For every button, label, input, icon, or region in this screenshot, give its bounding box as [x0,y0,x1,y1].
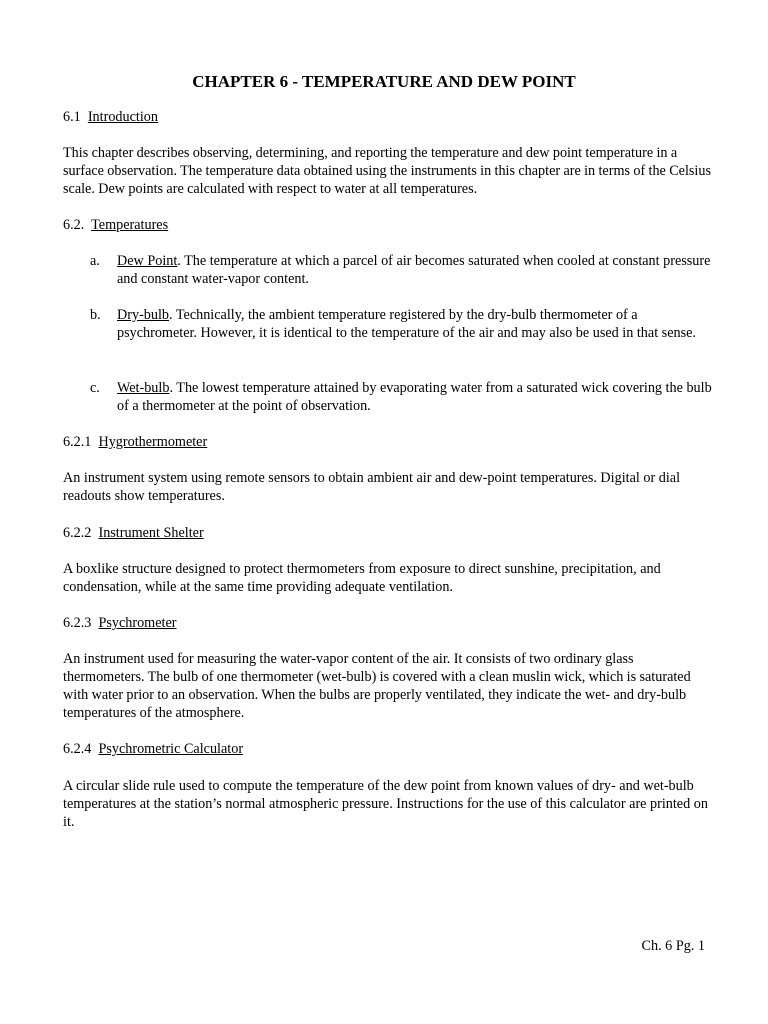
item-term: Dry-bulb [117,307,170,323]
item-text: . The temperature at which a parcel of air becomes saturated when cooled at constant pressure and constant water-vapor content. [117,253,711,287]
chapter-title: CHAPTER 6 - TEMPERATURE AND DEW POINT [192,72,576,91]
section-number: 6.2.4 [63,741,92,757]
section-6-2-2-paragraph: A boxlike structure designed to protect thermometers from exposure to direct sunshine, precipitation, and condensation, while at the same time providing adequate ventilation. [63,561,661,595]
item-letter: c. [90,380,100,396]
section-number: 6.2. [63,217,85,233]
item-term: Wet-bulb [117,380,170,396]
section-number: 6.2.1 [63,434,92,450]
section-title: Temperatures [91,217,169,233]
definition-item-dry-bulb [63,306,713,342]
item-letter: a. [90,253,100,269]
section-title: Hygrothermometer [98,434,208,450]
section-6-2-4-heading [63,740,713,758]
item-body [117,252,713,288]
section-number: 6.2.3 [63,615,92,631]
section-6-2-2-heading [63,524,713,542]
item-letter: b. [90,307,101,323]
section-title: Instrument Shelter [98,525,204,541]
definition-item-wet-bulb [63,379,713,415]
section-number: 6.2.2 [63,525,92,541]
section-title: Introduction [87,109,158,125]
section-number: 6.1 [63,109,81,125]
section-title: Psychrometric Calculator [98,741,244,757]
item-term: Dew Point [117,253,178,269]
page-footer: Ch. 6 Pg. 1 [641,938,705,954]
section-6-2-4-paragraph: A circular slide rule used to compute the temperature of the dew point from known values of dry- and wet-bulb temperatures at the station’s normal atmospheric pressure. Instructions for the use of this calculator are printed on it. [63,778,708,830]
section-6-1-heading [63,108,713,126]
section-6-2-3-paragraph: An instrument used for measuring the water-vapor content of the air. It consists of two ordinary glass thermometers. The bulb of one thermometer (wet-bulb) is covered with a clean muslin wick, which is saturated with water prior to an observation. When the bulbs are properly ventilated, they indicate the wet- and dry-bulb temperatures of the atmosphere. [63,651,691,721]
definition-item-dew-point [63,252,713,288]
section-6-2-1-paragraph: An instrument system using remote sensors to obtain ambient air and dew-point temperatures. Digital or dial readouts show temperatures. [63,470,681,504]
item-text: . Technically, the ambient temperature registered by the dry-bulb thermometer of a psychrometer. However, it is identical to the temperature of the air and may also be used in that sense. [117,307,696,341]
section-6-2-3-heading [63,614,713,632]
section-6-2-heading [63,216,713,234]
section-6-1-paragraph: This chapter describes observing, determining, and reporting the temperature and dew point temperature in a surface observation. The temperature data obtained using the instruments in this chapter are in terms of the Celsius scale. Dew points are calculated with respect to water at all temperatures. [63,145,711,197]
item-body [117,306,713,342]
section-title: Psychrometer [98,615,177,631]
section-6-2-1-heading [63,433,713,451]
item-body [117,379,713,415]
item-text: . The lowest temperature attained by evaporating water from a saturated wick covering the bulb of a thermometer at the point of observation. [117,380,712,414]
